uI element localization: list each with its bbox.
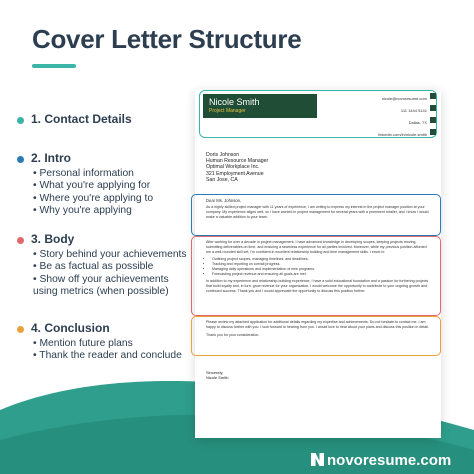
list-item: • Managing daily operations and implementation of new programs.: [212, 267, 430, 272]
list-item: • Forecasting project revenue and ensuring all goals are met.: [212, 272, 430, 277]
body-bullet-list: [206, 257, 430, 277]
contact-email: nicole@novoresume.com: [381, 96, 427, 101]
recipient-title: Human Resource Manager: [206, 158, 269, 165]
contact-linkedin: linkedin.com/in/nicole.smith: [378, 132, 427, 137]
contact-location: Dallas, TX: [408, 120, 427, 125]
list-item: • Why you're applying: [33, 205, 209, 217]
body-box: [191, 236, 441, 316]
list-item-continuation: using metrics (when possible): [33, 285, 169, 297]
blue-dot-icon: [17, 156, 24, 163]
teal-dot-icon: [17, 117, 24, 124]
name-header: [203, 94, 317, 118]
recipient-name: Doris Johnson: [206, 152, 240, 158]
novoresume-logo-icon: [311, 453, 324, 466]
recipient-street: 321 Employment Avenue: [206, 170, 264, 177]
brand-logo: [311, 452, 451, 469]
greeting: Dear Ms. Johnson,: [206, 198, 242, 203]
linkedin-icon: [430, 129, 436, 135]
section-heading: 4. Conclusion: [31, 321, 110, 335]
signoff: [206, 370, 228, 380]
list-item: • Story behind your achievements: [33, 249, 209, 261]
title-underline: [32, 64, 76, 68]
body-paragraph-2: In addition to my experience and relationship-building experience, I have a solid educational foundation and a passion for furthering projects that build loyalty and, in turn, grow revenue for your organization. I would welcome the opportunity to contribute to your ongoing growth and continued success. Thank you and I would appreciate the opportunity to discuss this position further.: [206, 279, 429, 293]
cover-letter-document: [195, 90, 441, 438]
body-bullets: [33, 249, 209, 298]
signoff-name: Nicole Smith: [206, 375, 229, 380]
list-item: • Personal information: [33, 168, 209, 180]
phone-icon: [430, 105, 436, 111]
list-item: • Mention future plans: [33, 338, 209, 350]
list-item: • Thank the reader and conclude: [33, 350, 209, 362]
applicant-name: Nicole Smith: [209, 97, 260, 107]
conclusion-bullets: [33, 338, 209, 363]
list-item: • Show off your achievements: [33, 274, 209, 286]
email-icon: [430, 93, 436, 99]
body-paragraph-1: After working for over a decade in project management, I have advanced knowledge in developing scopes, keeping projects moving, submitting deliverables on time, and ensuring a seamless experience for all parties involved. Moreover, while my previous position afforded me a well-rounded skill set, I'm confident in excellent relationship building and time management skills. I excel in:: [206, 240, 427, 254]
section-heading: 1. Contact Details: [31, 112, 132, 126]
intro-box: [191, 194, 441, 236]
contact-info: [378, 93, 427, 141]
recipient-city: San Jose, CA: [206, 176, 238, 183]
list-item: • Outlining project scopes, managing timelines, and deadlines.: [212, 257, 430, 262]
conclusion-box: [191, 316, 441, 356]
red-dot-icon: [17, 237, 24, 244]
page-title: Cover Letter Structure: [32, 24, 302, 54]
list-item: • Be as factual as possible: [33, 261, 209, 273]
orange-dot-icon: [17, 326, 24, 333]
list-item: • Tracking and reporting on overall progress.: [212, 262, 430, 267]
list-item: • Where you're applying to: [33, 193, 209, 205]
signoff-closing: Sincerely,: [206, 370, 224, 375]
conclusion-paragraph: Please review my attached application for additional details regarding my expertise and achievements. Do not hesitate to contact me. I am happy to discuss further with you. I look forward to hearing from you. I would love to hear about your plans and discuss this position in detail.: [206, 320, 429, 329]
section-heading: 3. Body: [31, 232, 75, 246]
recipient-company: Optimal Workplace Inc.: [206, 164, 260, 171]
section-heading: 2. Intro: [31, 151, 72, 165]
intro-paragraph: As a highly skilled project manager with 11 years of experience, I am writing to express my interest in the project manager position at your company. My experience aligns well, so I have worked in project management for several years with a prominent retailer, and I know I would make a valuable addition to your team.: [206, 205, 429, 219]
thanks-line: Thank you for your consideration.: [206, 333, 260, 337]
contact-phone: 111 1444 5141: [400, 108, 427, 113]
applicant-job-title: Project Manager: [209, 108, 246, 114]
location-icon: [430, 117, 436, 123]
contact-icons: [430, 93, 437, 141]
brand-name: novoresume.com: [327, 452, 452, 469]
recipient-block: [206, 152, 268, 183]
intro-bullets: [33, 168, 209, 217]
list-item: • What you're applying for: [33, 180, 209, 192]
